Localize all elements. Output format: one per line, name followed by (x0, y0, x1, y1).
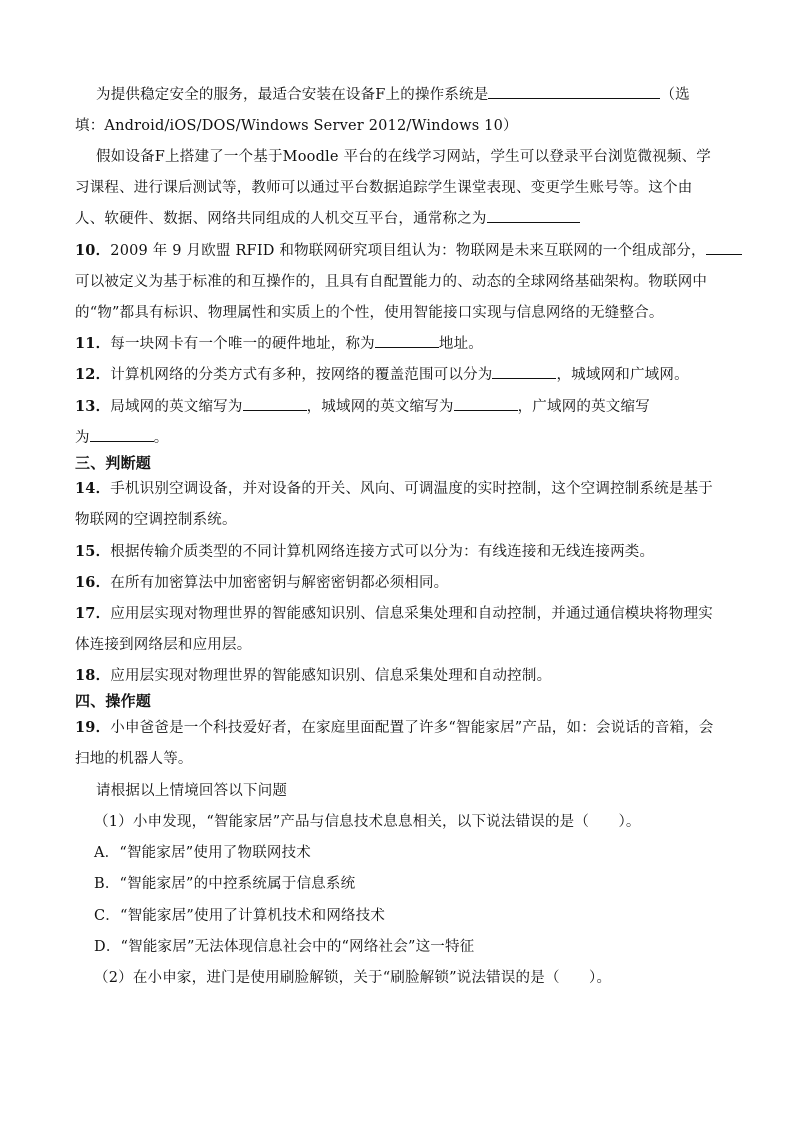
option-c[interactable]: C．“智能家居”使用了计算机技术和网络技术 (94, 908, 386, 924)
question-10-line1: 10．2009 年 9 月欧盟 RFID 和物联网研究项目组认为：物联网是未来互联网的一个组成部分， (75, 239, 742, 260)
answer-blank[interactable] (243, 396, 307, 411)
answer-blank[interactable] (454, 396, 518, 411)
option-a[interactable]: A．“智能家居”使用了物联网技术 (94, 845, 311, 861)
question-moodle-line3: 人、软硬件、数据、网络共同组成的人机交互平台，通常称之为 (75, 207, 580, 228)
section-operation-heading: 四、操作题 (75, 692, 152, 710)
answer-blank[interactable] (706, 240, 742, 255)
question-11: 11．每一块网卡有一个唯一的硬件地址，称为 地址。 (75, 335, 483, 352)
question-19-line2: 扫地的机器人等。 (75, 751, 193, 767)
question-13-line1: 13．局域网的英文缩写为 ，城域网的英文缩写为 ，广域网的英文缩写 (75, 398, 650, 415)
answer-blank[interactable] (488, 84, 660, 99)
option-b[interactable]: B．“智能家居”的中控系统属于信息系统 (94, 876, 356, 892)
answer-blank[interactable] (492, 364, 556, 379)
question-18: 18．应用层实现对物理世界的智能感知识别、信息采集处理和自动控制。 (75, 667, 552, 684)
answer-blank[interactable] (90, 427, 154, 442)
question-14-line2: 物联网的空调控制系统。 (75, 512, 237, 528)
question-19-line1: 19．小申爸爸是一个科技爱好者，在家庭里面配置了许多“智能家居”产品，如：会说话的音箱，会 (75, 719, 714, 736)
question-19-prompt: 请根据以上情境回答以下问题 (96, 783, 288, 799)
question-15: 15．根据传输介质类型的不同计算机网络连接方式可以分为：有线连接和无线连接两类。 (75, 543, 655, 560)
answer-blank[interactable] (375, 333, 439, 348)
question-device-f-line1: 为提供稳定安全的服务，最适合安装在设备F上的操作系统是 （选 (96, 83, 690, 104)
question-17-line2: 体连接到网络层和应用层。 (75, 637, 252, 653)
question-16: 16．在所有加密算法中加密密钥与解密密钥都必须相同。 (75, 574, 449, 591)
question-17-line1: 17．应用层实现对物理世界的智能感知识别、信息采集处理和自动控制，并通过通信模块将物理实 (75, 605, 713, 622)
question-device-f-line2: 填：Android/iOS/DOS/Windows Server 2012/Windows 10） (75, 118, 518, 134)
question-10-line3: 的“物”都具有标识、物理属性和实质上的个性，使用智能接口实现与信息网络的无缝整合。 (75, 305, 664, 321)
question-moodle-line1: 假如设备F上搭建了一个基于Moodle 平台的在线学习网站，学生可以登录平台浏览微视频、学 (96, 149, 711, 165)
question-19-sub1: （1）小申发现，“智能家居”产品与信息技术息息相关，以下说法错误的是（ ）。 (94, 814, 641, 830)
option-d[interactable]: D．“智能家居”无法体现信息社会中的“网络社会”这一特征 (94, 939, 475, 955)
question-14-line1: 14．手机识别空调设备，并对设备的开关、风向、可调温度的实时控制，这个空调控制系统是基于 (75, 480, 713, 497)
question-12: 12．计算机网络的分类方式有多种，按网络的覆盖范围可以分为 ，城域网和广域网。 (75, 366, 689, 383)
question-13-line2: 为 。 (75, 426, 168, 447)
question-moodle-line2: 习课程、进行课后测试等，教师可以通过平台数据追踪学生课堂表现、变更学生账号等。这个由 (75, 180, 693, 196)
question-19-sub2: （2）在小申家，进门是使用刷脸解锁，关于“刷脸解锁”说法错误的是（ ）。 (94, 970, 612, 986)
answer-blank[interactable] (487, 208, 580, 223)
section-judgment-heading: 三、判断题 (75, 454, 152, 472)
question-10-line2: 可以被定义为基于标准的和互操作的，且具有自配置能力的、动态的全球网络基础架构。物联网中 (75, 274, 708, 290)
